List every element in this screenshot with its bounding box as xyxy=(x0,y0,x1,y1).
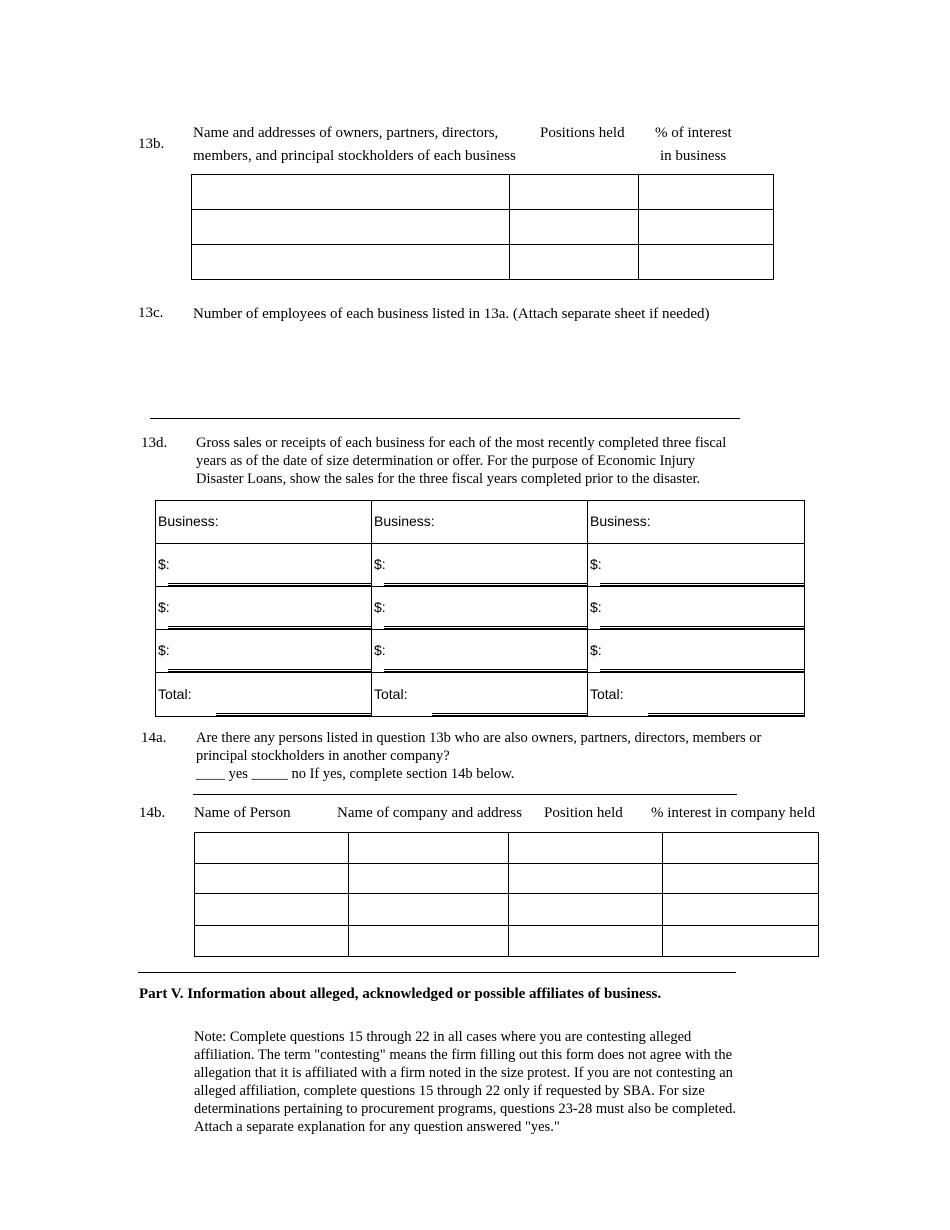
part5-note xyxy=(194,1028,736,1136)
sales-amount-field[interactable] xyxy=(168,628,371,629)
table-row xyxy=(156,673,805,717)
sales-amount-field[interactable] xyxy=(168,671,371,672)
table-row xyxy=(195,894,819,926)
dollar-label: $: xyxy=(374,642,386,658)
yes-label: yes xyxy=(228,766,248,782)
q14a-question-line: principal stockholders in another company? xyxy=(196,748,450,764)
q14b-company-cell[interactable] xyxy=(349,894,509,926)
dollar-label: $: xyxy=(590,599,602,615)
field-underline xyxy=(384,626,587,627)
dollar-label: $: xyxy=(374,599,386,615)
yes-blank[interactable]: ____ xyxy=(196,766,225,782)
field-underline xyxy=(384,669,587,670)
q14b-person-cell[interactable] xyxy=(195,926,349,957)
table-row xyxy=(195,926,819,957)
table-row xyxy=(192,175,774,210)
q13b-position-cell[interactable] xyxy=(510,175,639,210)
total-label: Total: xyxy=(158,685,192,702)
q13d-number: 13d. xyxy=(141,435,168,451)
q13d-question-line: Disaster Loans, show the sales for the three fiscal years completed prior to the disaster. xyxy=(196,471,701,487)
field-underline xyxy=(600,669,804,670)
q14b-company-cell[interactable] xyxy=(349,833,509,864)
q14a-number: 14a. xyxy=(141,730,167,746)
note-line: allegation that it is affiliated with a firm noted in the size protest. If you are not contesting an xyxy=(194,1065,733,1081)
dollar-label: $: xyxy=(590,556,602,572)
q13b-owners-table xyxy=(191,174,774,280)
q13d-question-line: years as of the date of size determination or offer. For the purpose of Economic Injury xyxy=(196,453,696,469)
field-underline xyxy=(168,626,371,627)
q13b-header-interest-line2: in business xyxy=(660,148,727,164)
note-line: Attach a separate explanation for any question answered "yes." xyxy=(194,1119,560,1135)
field-underline xyxy=(168,583,371,584)
sales-amount-field[interactable] xyxy=(600,671,804,672)
table-row xyxy=(192,210,774,245)
divider xyxy=(138,972,736,973)
total-amount-field[interactable] xyxy=(216,715,371,716)
q14b-number: 14b. xyxy=(139,805,166,821)
q13b-header-name-line1: Name and addresses of owners, partners, directors, xyxy=(193,125,499,141)
dollar-label: $: xyxy=(158,642,170,658)
q13c-number: 13c. xyxy=(138,305,164,321)
note-line: determinations pertaining to procurement programs, questions 23-28 must also be completed. xyxy=(194,1101,737,1117)
q13b-name-cell[interactable] xyxy=(192,245,510,280)
total-label: Total: xyxy=(374,685,408,702)
q14b-header-position: Position held xyxy=(544,805,623,821)
sales-amount-field[interactable] xyxy=(600,628,804,629)
q14b-interest-cell[interactable] xyxy=(663,894,819,926)
business-label: Business: xyxy=(590,513,651,529)
table-row xyxy=(195,833,819,864)
field-underline xyxy=(168,669,371,670)
q13d-question xyxy=(196,434,726,488)
field-underline xyxy=(648,713,804,714)
q13b-header-positions: Positions held xyxy=(540,125,625,141)
q14b-position-cell[interactable] xyxy=(509,864,663,894)
q14b-affiliations-table xyxy=(194,832,819,957)
table-row xyxy=(156,544,805,587)
q14b-company-cell[interactable] xyxy=(349,864,509,894)
q13b-interest-cell[interactable] xyxy=(639,175,774,210)
q13b-interest-cell[interactable] xyxy=(639,210,774,245)
q13b-name-cell[interactable] xyxy=(192,175,510,210)
business-label: Business: xyxy=(374,513,435,529)
q14a-question-line: Are there any persons listed in question 13b who are also owners, partners, directors, members or xyxy=(196,730,762,746)
q13c-question: Number of employees of each business listed in 13a. (Attach separate sheet if needed) xyxy=(193,306,710,322)
total-label: Total: xyxy=(590,685,624,702)
note-line: affiliation. The term "contesting" means the firm filling out this form does not agree with the xyxy=(194,1047,733,1063)
field-underline xyxy=(384,583,587,584)
q14b-interest-cell[interactable] xyxy=(663,864,819,894)
q14b-company-cell[interactable] xyxy=(349,926,509,957)
note-line: Note: Complete questions 15 through 22 in all cases where you are contesting alleged xyxy=(194,1029,692,1045)
q14b-header-person: Name of Person xyxy=(194,805,291,821)
table-row xyxy=(156,501,805,544)
q13b-number: 13b. xyxy=(138,136,165,152)
sales-amount-field[interactable] xyxy=(384,671,587,672)
divider xyxy=(193,794,737,795)
q14b-position-cell[interactable] xyxy=(509,833,663,864)
q14a-question xyxy=(196,729,761,783)
q14b-person-cell[interactable] xyxy=(195,894,349,926)
no-blank[interactable]: _____ xyxy=(251,766,288,782)
table-row xyxy=(195,864,819,894)
no-label: no If yes, complete section 14b below. xyxy=(291,766,515,782)
q14b-header-company: Name of company and address xyxy=(337,805,522,821)
q13b-name-cell[interactable] xyxy=(192,210,510,245)
q14b-person-cell[interactable] xyxy=(195,864,349,894)
dollar-label: $: xyxy=(374,556,386,572)
q13d-question-line: Gross sales or receipts of each business for each of the most recently completed three fiscal xyxy=(196,435,727,451)
q14b-interest-cell[interactable] xyxy=(663,926,819,957)
dollar-label: $: xyxy=(158,599,170,615)
q14b-person-cell[interactable] xyxy=(195,833,349,864)
table-row xyxy=(156,630,805,673)
q13b-header-interest-line1: % of interest xyxy=(655,125,732,141)
total-amount-field[interactable] xyxy=(648,715,804,716)
dollar-label: $: xyxy=(590,642,602,658)
dollar-label: $: xyxy=(158,556,170,572)
field-underline xyxy=(600,626,804,627)
sales-amount-field[interactable] xyxy=(384,628,587,629)
table-row xyxy=(156,587,805,630)
field-underline xyxy=(432,713,587,714)
q14b-header-interest: % interest in company held xyxy=(651,805,816,821)
total-amount-field[interactable] xyxy=(432,715,587,716)
table-row xyxy=(192,245,774,280)
part5-title: Part V. Information about alleged, acknowledged or possible affiliates of business. xyxy=(139,986,662,1002)
note-line: alleged affiliation, complete questions 15 through 22 only if requested by SBA. For size xyxy=(194,1083,705,1099)
q14b-position-cell[interactable] xyxy=(509,894,663,926)
q14a-answer-line xyxy=(196,765,761,783)
q13b-position-cell[interactable] xyxy=(510,210,639,245)
business-label: Business: xyxy=(158,513,219,529)
q14b-position-cell[interactable] xyxy=(509,926,663,957)
q13b-interest-cell[interactable] xyxy=(639,245,774,280)
sales-amount-field[interactable] xyxy=(168,585,371,586)
q13c-answer-line[interactable] xyxy=(150,418,740,419)
sales-amount-field[interactable] xyxy=(384,585,587,586)
field-underline xyxy=(600,583,804,584)
q13b-header-name-line2: members, and principal stockholders of each business xyxy=(193,148,516,164)
q14b-interest-cell[interactable] xyxy=(663,833,819,864)
field-underline xyxy=(216,713,371,714)
sales-amount-field[interactable] xyxy=(600,585,804,586)
q13d-sales-table xyxy=(155,500,805,717)
q13b-position-cell[interactable] xyxy=(510,245,639,280)
